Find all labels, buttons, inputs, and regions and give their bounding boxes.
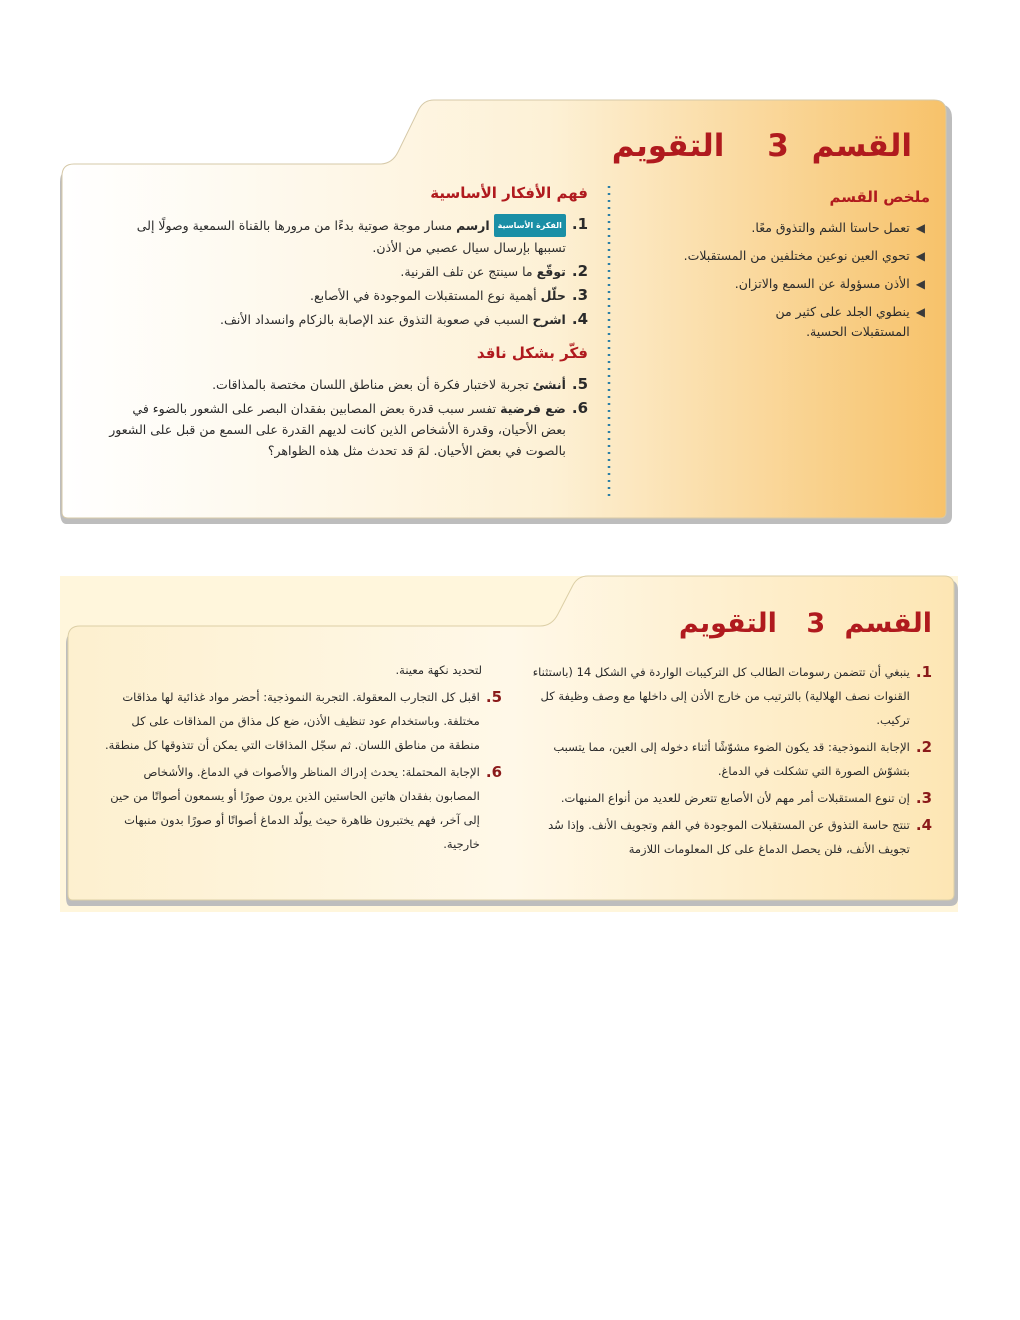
question-item: 1. الفكرة الأساسيةارسم مسار موجة صوتية بدءًا من مرورها بالقناة السمعية وصولًا إلى تسببها بإرسال سيال عصبي من الأذن. <box>136 215 588 255</box>
answer-continuation: لتحديد نكهة معينة. <box>395 663 482 677</box>
question-item: 4. اشرح السبب في صعوبة التذوق عند الإصابة بالزكام وانسداد الأنف. <box>219 310 588 328</box>
key-ideas-heading: فهم الأفكار الأساسية <box>430 184 588 202</box>
bottom-answers-panel <box>0 572 1020 917</box>
question-item: 5. أنشئ تجربة لاختبار فكرة أن بعض مناطق اللسان مختصة بالمذاقات. <box>212 375 588 393</box>
section-number: 3 <box>767 128 789 164</box>
answer-item: 6. الإجابة المحتملة: يحدث إدراك المناظر والأصوات في الدماغ. والأشخاص المصابون بفقدان هاتين الحاستين الذين يرون صورًا أو يسمعون أصواتًا من حين إلى آخر، فهم يختبرون ظاهرة حيث يولّد الدماغ أصواتًا أو صورًا بدون منبهات خارجية. <box>110 763 502 851</box>
section-title-label: التقويم <box>611 128 725 164</box>
section-number: 3 <box>806 608 826 639</box>
answer-item: 3. إن تنوع المستقبلات أمر مهم لأن الأصابع تتعرض للعديد من أنواع المنبهات. <box>560 789 932 807</box>
section-title <box>612 128 912 164</box>
summary-item: ◀ الأذن مسؤولة عن السمع والاتزان. <box>620 274 925 294</box>
summary-item: ◀ تحوي العين نوعين مختلفين من المستقبلات. <box>620 246 925 266</box>
summary-item: ◀ تعمل حاستا الشم والتذوق معًا. <box>620 218 925 238</box>
key-idea-badge: الفكرة الأساسية <box>494 214 566 237</box>
answer-item: 5. اقبل كل التجارب المعقولة. التجربة النموذجية: أحضر مواد غذائية لها مذاقات مختلفة. وباستخدام عود تنظيف الأذن، ضع كل مذاق من المذاقات على كل منطقة من مناطق اللسان. ثم سجّل المذاقات التي يمكن أن تتذوقها كل منطقة. <box>104 688 502 752</box>
summary-list <box>620 218 925 345</box>
critical-thinking-heading: فكّر بشكل ناقد <box>476 344 588 362</box>
section-title-word: القسم <box>844 608 932 639</box>
section-title-word: القسم <box>811 128 912 164</box>
key-ideas-list <box>108 214 588 333</box>
answers-left-column <box>102 658 502 859</box>
bullet-icon: ◀ <box>915 221 925 235</box>
bullet-icon: ◀ <box>915 305 925 319</box>
section-title-label: التقويم <box>678 608 777 639</box>
question-item: 6. ضع فرضية تفسر سبب قدرة بعض المصابين بفقدان البصر على الشعور بالضوء في بعض الأحيان، وقدرة الأشخاص الذين كانت لديهم القدرة على السمع من قبل على الشعور بالصوت في بعض الأحيان. لمَ قد تحدث مثل هذه الظواهر؟ <box>109 399 588 458</box>
answer-item: 4. تنتج حاسة التذوق عن المستقبلات الموجودة في الفم وتجويف الأنف. وإذا سُد تجويف الأنف، فلن يحصل الدماغ على كل المعلومات اللازمة <box>548 816 932 856</box>
answer-item: 2. الإجابة النموذجية: قد يكون الضوء مشوّشًا أثناء دخوله إلى العين، مما يتسبب بتشوّش الصورة التي تشكلت في الدماغ. <box>553 738 932 778</box>
summary-item: ◀ ينطوي الجلد على كثير من المستقبلات الحسية. <box>775 304 925 339</box>
bullet-icon: ◀ <box>915 277 925 291</box>
summary-heading: ملخص القسم <box>829 188 930 206</box>
question-item: 3. حلّل أهمية نوع المستقبلات الموجودة في الأصابع. <box>310 286 588 304</box>
bullet-icon: ◀ <box>915 249 925 263</box>
question-item: 2. توقّع ما سينتج عن تلف القرنية. <box>400 262 588 280</box>
answer-item: 1. ينبغي أن تتضمن رسومات الطالب كل التركيبات الواردة في الشكل 14 (باستثناء القنوات نصف الهلالية) بالترتيب من خارج الأذن إلى داخلها مع وصف وظيفة كل تركيب. <box>532 663 932 727</box>
critical-thinking-list <box>108 374 588 464</box>
answers-right-column <box>520 660 932 864</box>
top-assessment-panel <box>0 0 1020 540</box>
section-title <box>679 608 932 639</box>
